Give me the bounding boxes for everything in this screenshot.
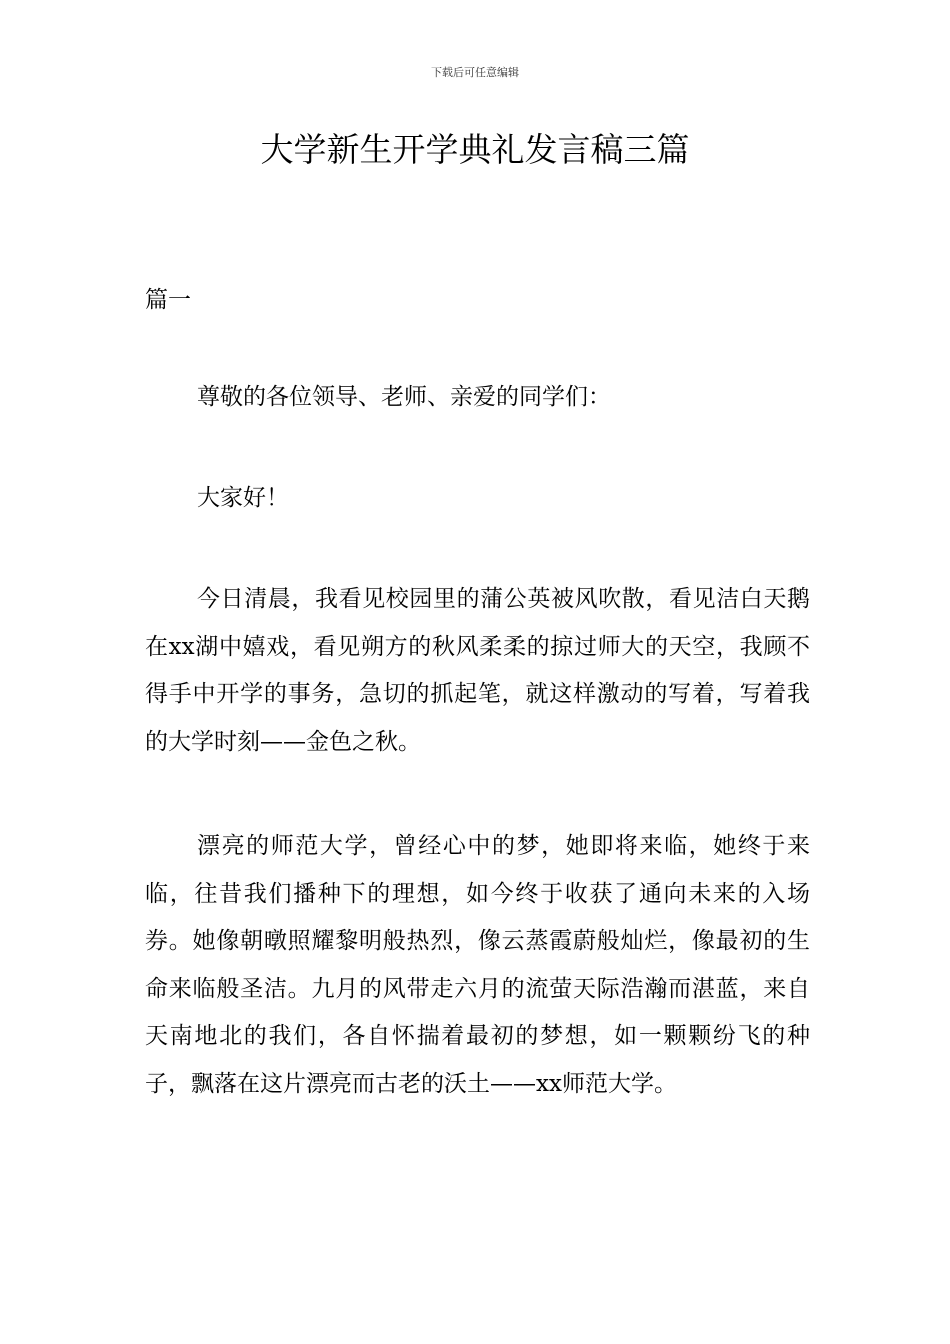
paragraph-body: 今日清晨，我看见校园里的蒲公英被风吹散，看见洁白天鹅在xx湖中嬉戏，看见朔方的秋风柔柔的掠过师大的天空，我顾不得手中开学的事务，急切的抓起笔，就这样激动的写着，写着我的大学时刻——金色之秋。 (145, 586, 810, 755)
paragraph-body: 漂亮的师范大学，曾经心中的梦，她即将来临，她终于来临，往昔我们播种下的理想，如今终于收获了通向未来的入场券。她像朝暾照耀黎明般热烈，像云蒸霞蔚般灿烂，像最初的生命来临般圣洁。九月的风带走六月的流萤天际浩瀚而湛蓝，来自天南地北的我们，各自怀揣着最初的梦想，如一颗颗纷飞的种子，飘落在这片漂亮而古老的沃土——xx师范大学。 (145, 833, 810, 1097)
document-title: 大学新生开学典礼发言稿三篇 (260, 130, 690, 169)
paragraph-greeting: 大家好！ (197, 485, 289, 511)
section-heading: 篇一 (145, 287, 191, 313)
page-header-note: 下载后可任意编辑 (431, 66, 519, 79)
paragraph-salutation: 尊敬的各位领导、老师、亲爱的同学们： (197, 384, 611, 410)
